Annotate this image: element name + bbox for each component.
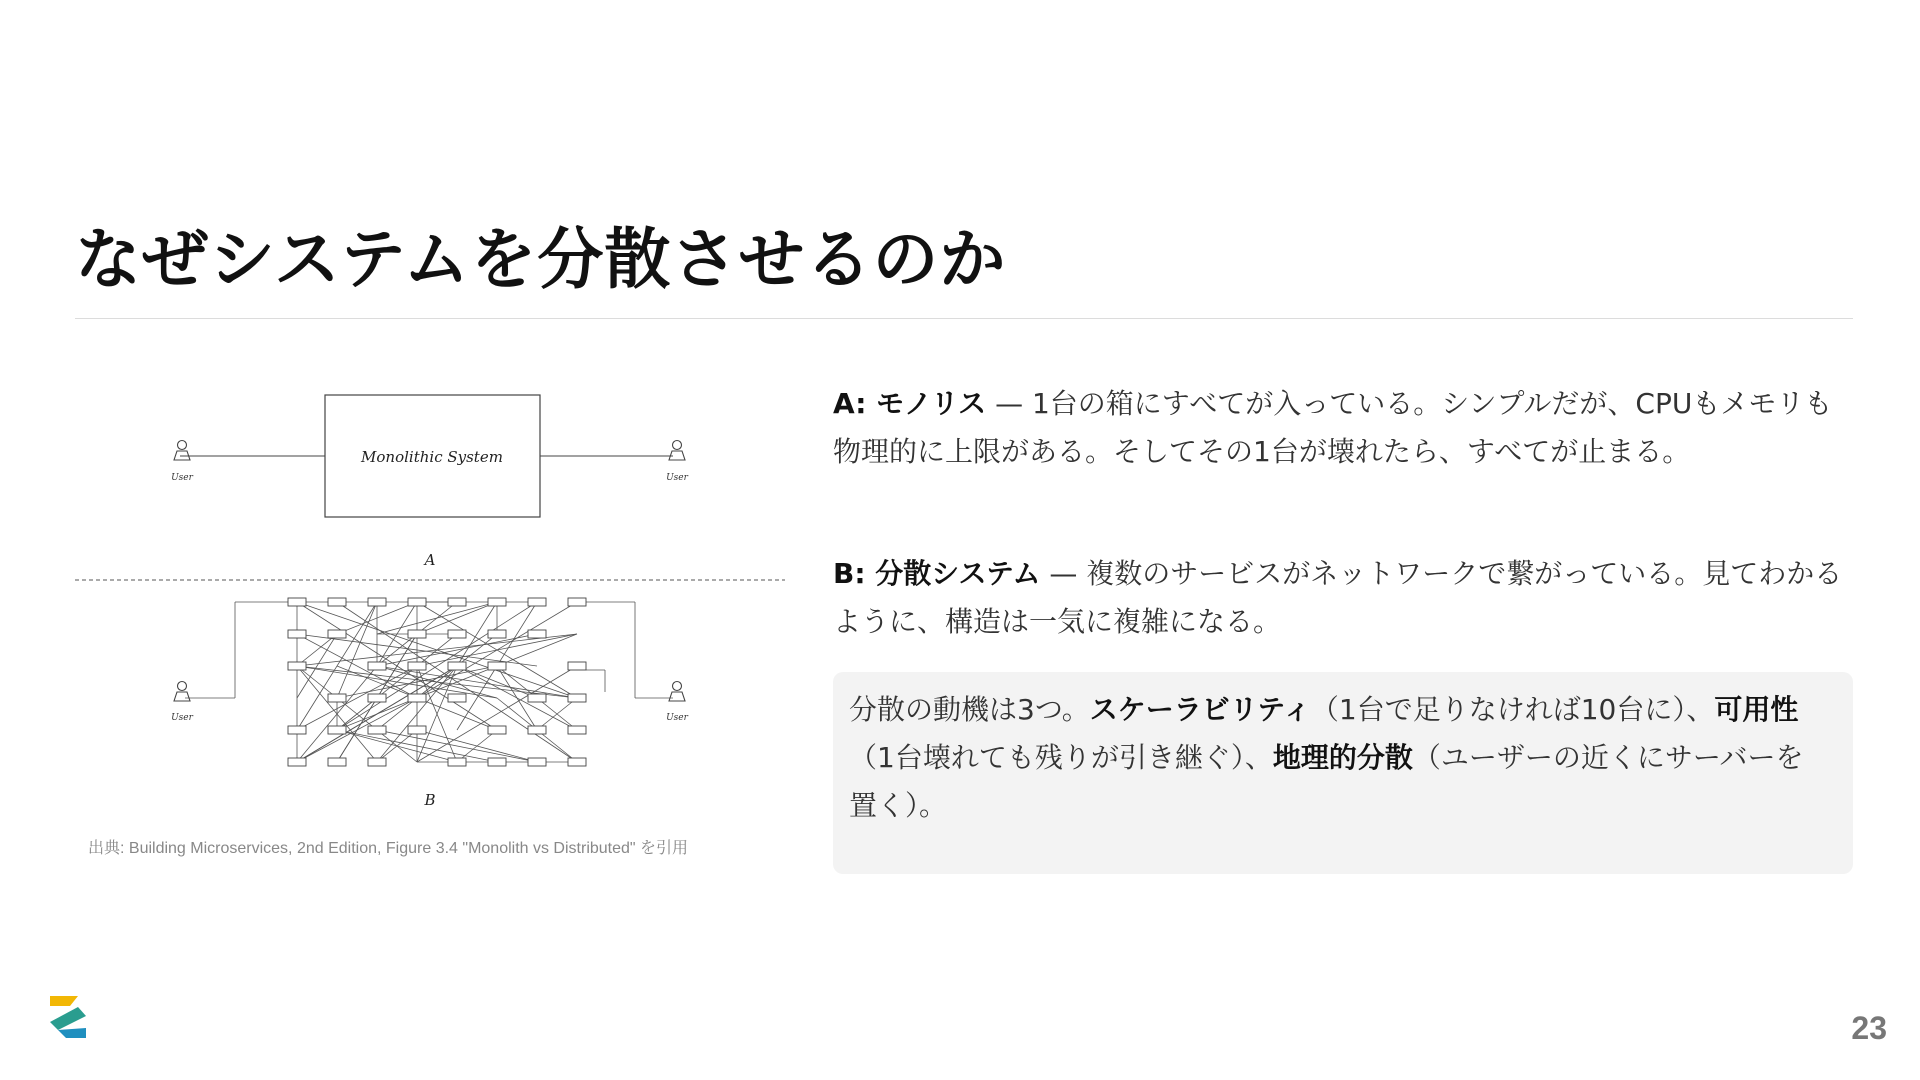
service-box bbox=[288, 598, 306, 606]
service-box bbox=[528, 598, 546, 606]
service-link bbox=[297, 666, 457, 762]
motivation-callout bbox=[833, 672, 1853, 874]
service-box bbox=[288, 662, 306, 670]
monolith-label: Monolithic System bbox=[361, 448, 503, 466]
service-box bbox=[328, 758, 346, 766]
service-box bbox=[328, 694, 346, 702]
service-box bbox=[568, 662, 586, 670]
service-box bbox=[448, 758, 466, 766]
service-box bbox=[528, 726, 546, 734]
slide-title: なぜシステムを分散させるのか bbox=[75, 221, 1007, 298]
service-box bbox=[568, 694, 586, 702]
user-label-a-left: User bbox=[171, 473, 193, 483]
user-label-b-left: User bbox=[171, 713, 193, 723]
service-box bbox=[528, 630, 546, 638]
service-box bbox=[448, 662, 466, 670]
callout-geo-distribution: 地理的分散 bbox=[1272, 741, 1413, 774]
service-box bbox=[328, 726, 346, 734]
service-box bbox=[368, 726, 386, 734]
service-box bbox=[368, 758, 386, 766]
user-icon-a-right bbox=[669, 441, 685, 461]
monolith-heading: A: モノリス bbox=[833, 387, 987, 420]
service-box bbox=[368, 694, 386, 702]
user-label-a-right: User bbox=[666, 473, 688, 483]
user-label-b-right: User bbox=[666, 713, 688, 723]
callout-text bbox=[849, 686, 1809, 830]
user-icon-a-left bbox=[174, 441, 190, 461]
figure-caption: 出典: Building Microservices, 2nd Edition, Figure 3.4 "Monolith vs Distributed" を引用 bbox=[88, 840, 689, 857]
service-box bbox=[528, 694, 546, 702]
service-link bbox=[377, 634, 537, 666]
service-box bbox=[448, 630, 466, 638]
service-link bbox=[297, 602, 577, 698]
service-box bbox=[368, 662, 386, 670]
service-box bbox=[288, 726, 306, 734]
service-link bbox=[377, 666, 577, 698]
service-box bbox=[408, 662, 426, 670]
service-link bbox=[337, 730, 457, 762]
label-a: A bbox=[424, 551, 436, 569]
callout-geo-note: （ユーザーの近くにサーバーを置く）。 bbox=[849, 741, 1804, 822]
callout-availability: 可用性 bbox=[1714, 693, 1799, 726]
service-box bbox=[448, 598, 466, 606]
service-box bbox=[488, 598, 506, 606]
page-number: 23 bbox=[1851, 1010, 1887, 1046]
service-link bbox=[417, 602, 497, 634]
service-box bbox=[288, 758, 306, 766]
service-link bbox=[337, 634, 577, 730]
distributed-heading: B: 分散システム bbox=[833, 557, 1041, 590]
label-b: B bbox=[424, 791, 436, 809]
callout-intro: 分散の動機は3つ。 bbox=[849, 693, 1090, 726]
service-box bbox=[408, 630, 426, 638]
service-box bbox=[368, 598, 386, 606]
service-box bbox=[488, 630, 506, 638]
monolith-vs-distributed-diagram bbox=[75, 380, 785, 810]
title-divider bbox=[75, 318, 1853, 319]
service-link bbox=[377, 730, 537, 762]
service-box bbox=[408, 726, 426, 734]
service-link bbox=[457, 666, 577, 730]
service-box bbox=[328, 630, 346, 638]
service-box bbox=[408, 598, 426, 606]
service-link bbox=[337, 602, 537, 730]
service-box bbox=[568, 758, 586, 766]
service-box bbox=[488, 662, 506, 670]
service-box bbox=[488, 758, 506, 766]
callout-scalability-note: （1台で足りなければ10台に）、 bbox=[1310, 693, 1715, 726]
monolith-description bbox=[833, 380, 1843, 476]
service-link bbox=[337, 602, 377, 698]
callout-scalability: スケーラビリティ bbox=[1089, 693, 1311, 726]
distributed-description bbox=[833, 550, 1843, 646]
service-box bbox=[408, 694, 426, 702]
service-box bbox=[328, 598, 346, 606]
service-link bbox=[417, 666, 577, 762]
service-box bbox=[528, 758, 546, 766]
service-link bbox=[297, 602, 497, 730]
company-logo-icon bbox=[48, 990, 88, 1042]
callout-availability-note: （1台壊れても残りが引き継ぐ）、 bbox=[849, 741, 1273, 774]
distributed-services-grid bbox=[185, 598, 673, 766]
service-box bbox=[568, 726, 586, 734]
distributed-text: — 複数のサービスがネットワークで繋がっている。見てわかるように、構造は一気に複雑になる。 bbox=[833, 557, 1843, 638]
service-box bbox=[448, 694, 466, 702]
service-box bbox=[568, 598, 586, 606]
service-box bbox=[288, 630, 306, 638]
service-box bbox=[488, 726, 506, 734]
monolith-text: — 1台の箱にすべてが入っている。シンプルだが、CPUもメモリも物理的に上限がある。そしてその1台が壊れたら、すべてが止まる。 bbox=[833, 387, 1833, 468]
